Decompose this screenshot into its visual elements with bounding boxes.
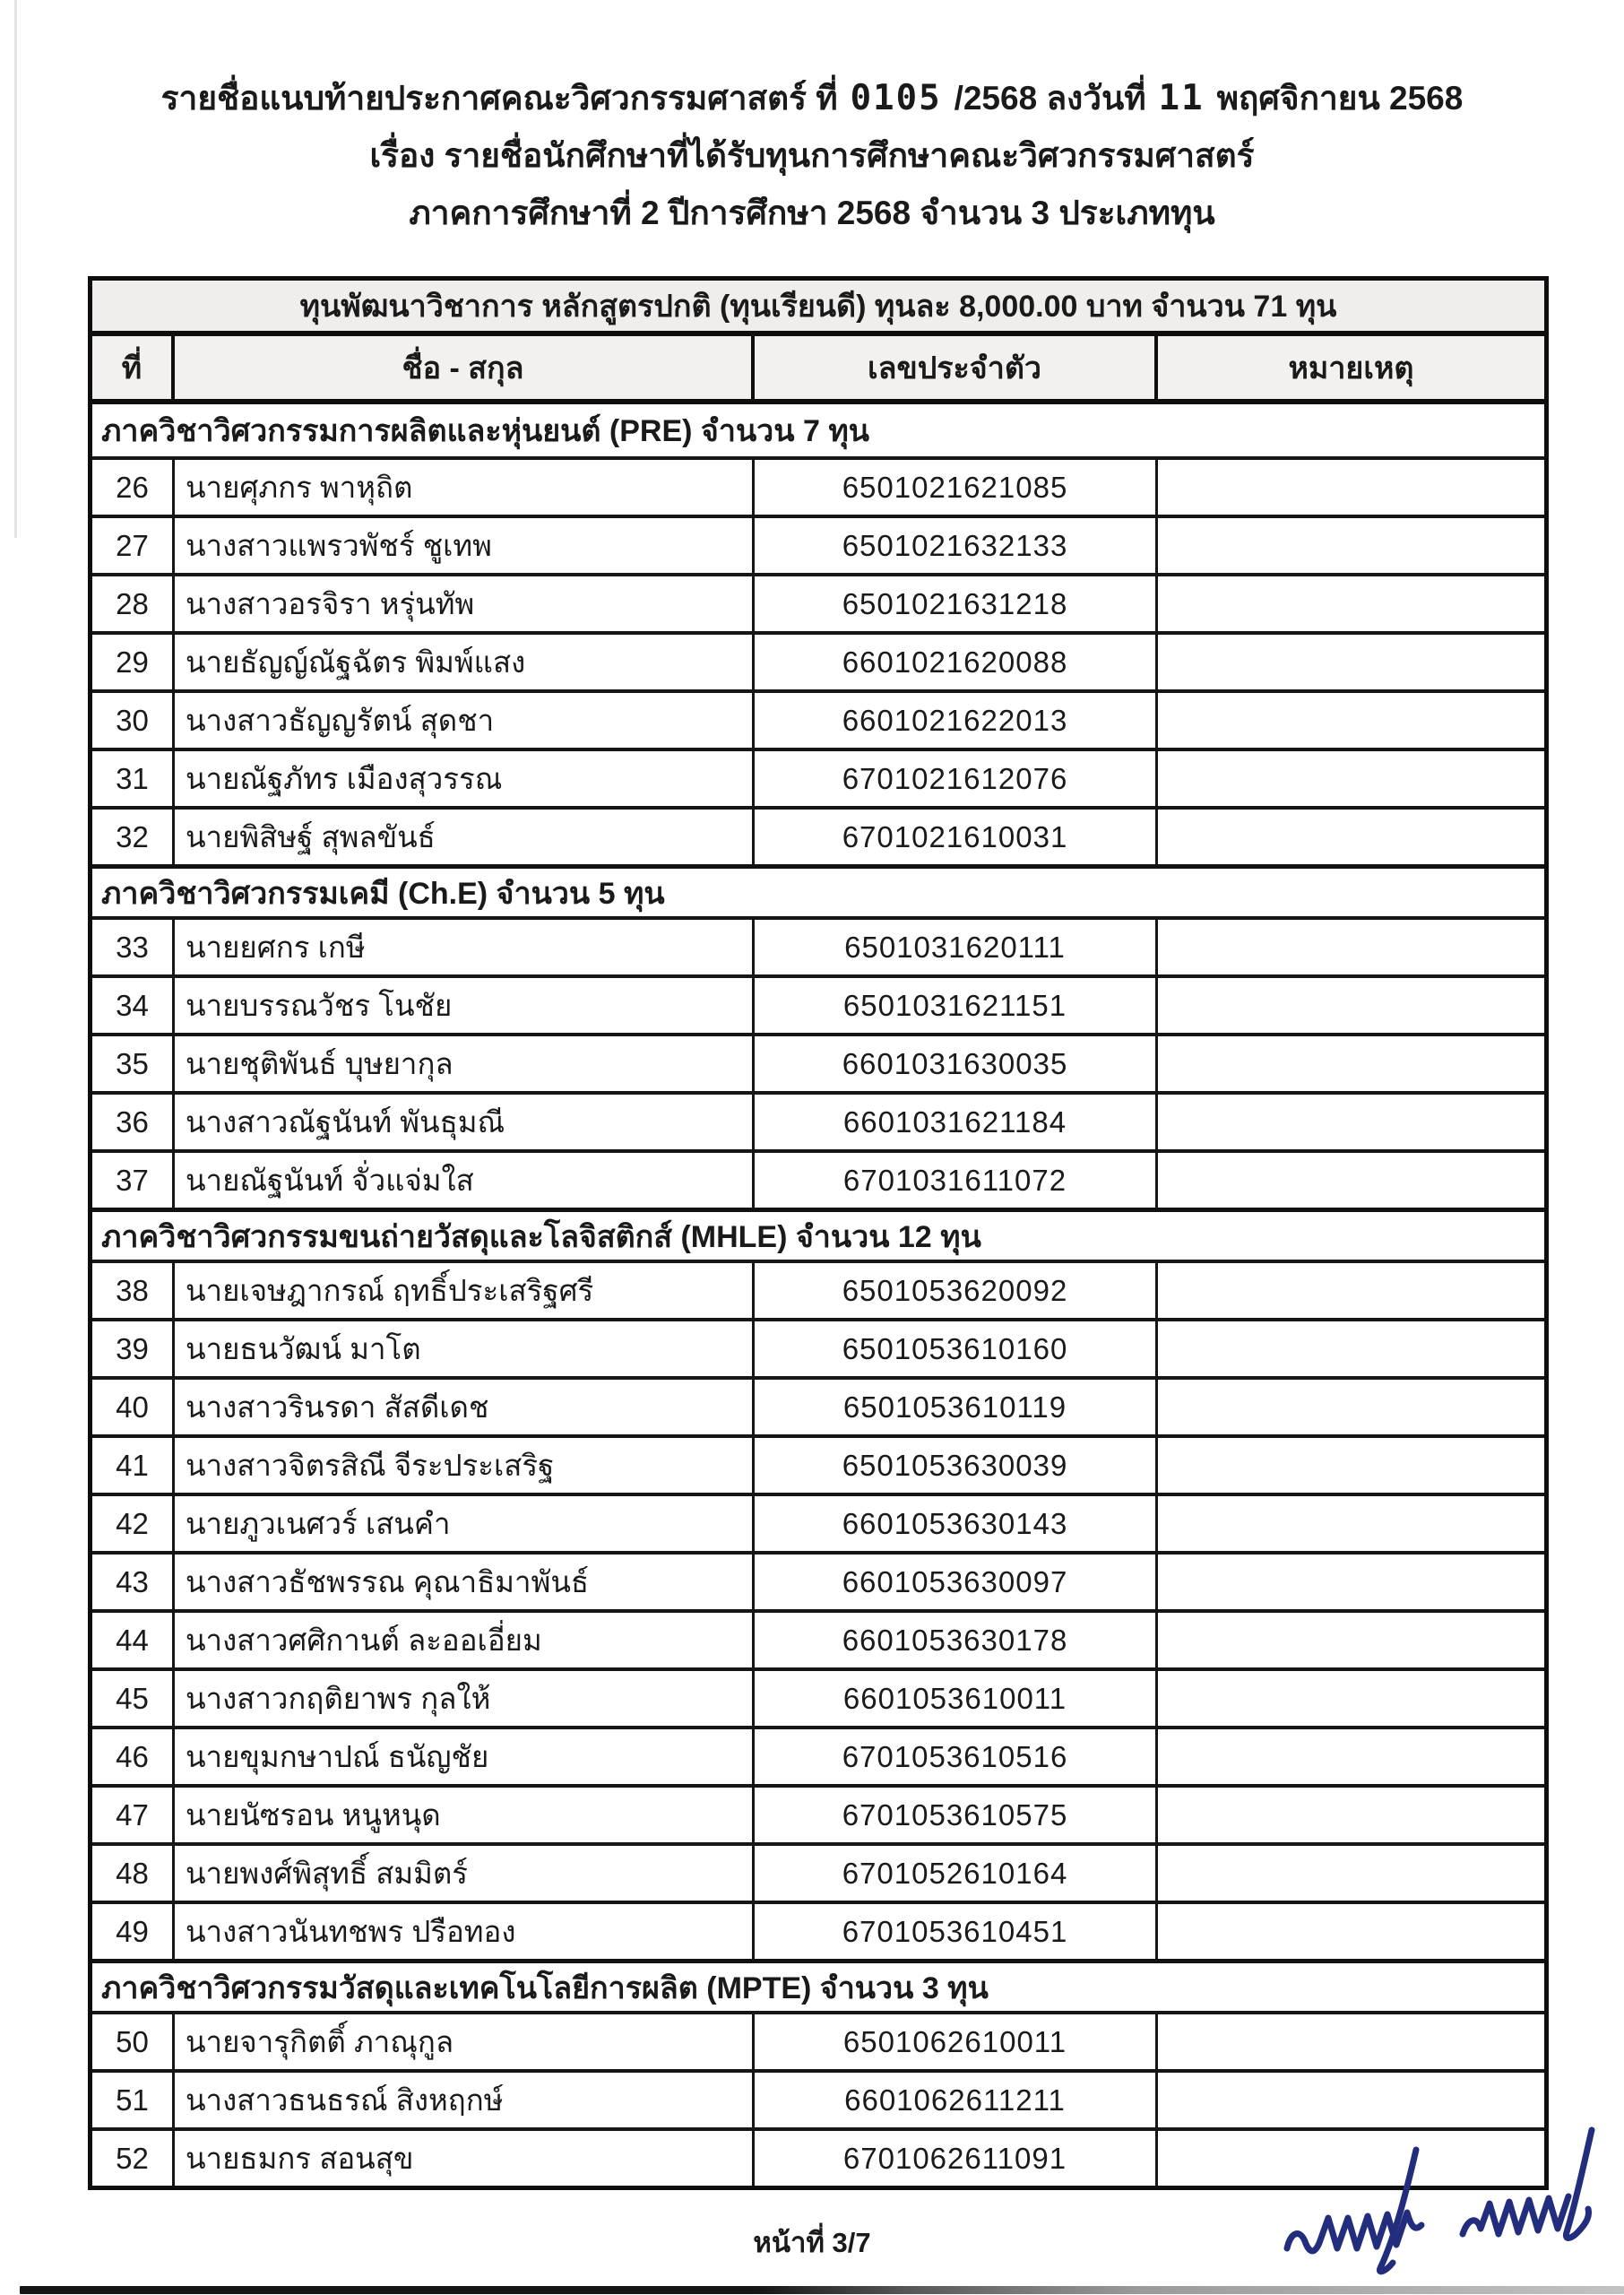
header-line-1-suffix: พฤศจิกายน 2568 — [1216, 80, 1464, 117]
header-line-1-mid: /2568 ลงวันที่ — [954, 80, 1146, 117]
header-line-1 — [0, 70, 1624, 127]
row-id: 6601021620088 — [755, 635, 1158, 689]
table-row — [92, 916, 1544, 974]
row-name: นางสาวแพรวพัชร์ ชูเทพ — [175, 518, 755, 573]
table-banner-title: ทุนพัฒนาวิชาการ หลักสูตรปกติ (ทุนเรียนดี) ทุนละ 8,000.00 บาท จำนวน 71 ทุน — [92, 281, 1544, 336]
row-note — [1158, 1263, 1544, 1318]
row-note — [1158, 1613, 1544, 1667]
row-no: 40 — [92, 1380, 175, 1434]
row-note — [1158, 1036, 1544, 1091]
row-name: นายจารุกิตติ์ ภาณุกูล — [175, 2014, 755, 2069]
table-row — [92, 573, 1544, 631]
table-row — [92, 515, 1544, 573]
row-note — [1158, 1321, 1544, 1376]
table-row — [92, 1376, 1544, 1434]
row-name: นายพิสิษฐ์ สุพลขันธ์ — [175, 810, 755, 864]
row-name: นายบรรณวัชร โนชัย — [175, 978, 755, 1033]
row-name: นางสาวอรจิรา หรุ่นทัพ — [175, 576, 755, 631]
table-row — [92, 1667, 1544, 1726]
row-id: 6601053630097 — [755, 1555, 1158, 1609]
row-note — [1158, 1904, 1544, 1959]
row-no: 28 — [92, 576, 175, 631]
table-row — [92, 748, 1544, 806]
table-row — [92, 974, 1544, 1033]
row-name: นายธัญญ์ณัฐฉัตร พิมพ์แสง — [175, 635, 755, 689]
table-row — [92, 1842, 1544, 1901]
col-header-no: ที่ — [92, 336, 175, 399]
row-no: 44 — [92, 1613, 175, 1667]
row-name: นายภูวเนศวร์ เสนคำ — [175, 1496, 755, 1551]
row-name: นายพงศ์พิสุทธิ์ สมมิตร์ — [175, 1846, 755, 1901]
row-id: 6701021612076 — [755, 751, 1158, 806]
row-note — [1158, 1788, 1544, 1842]
row-id: 6501031620111 — [755, 920, 1158, 974]
row-id: 6701053610575 — [755, 1788, 1158, 1842]
table-row — [92, 1260, 1544, 1318]
header-line-2: เรื่อง รายชื่อนักศึกษาที่ได้รับทุนการศึกษาคณะวิศวกรรมศาสตร์ — [369, 137, 1255, 174]
row-no: 30 — [92, 693, 175, 748]
row-id: 6701031611072 — [755, 1153, 1158, 1208]
row-id: 6601021622013 — [755, 693, 1158, 748]
signature-scribble — [1273, 2098, 1624, 2295]
row-name: นายณัฐภัทร เมืองสุวรรณ — [175, 751, 755, 806]
table-sections — [92, 404, 1544, 2186]
row-note — [1158, 1380, 1544, 1434]
row-id: 6501053610160 — [755, 1321, 1158, 1376]
row-note — [1158, 693, 1544, 748]
row-name: นางสาวธัชพรรณ คุณาธิมาพันธ์ — [175, 1555, 755, 1609]
table-row — [92, 1091, 1544, 1149]
row-name: นายธนวัฒน์ มาโต — [175, 1321, 755, 1376]
table-row — [92, 1609, 1544, 1667]
row-id: 6701062611091 — [755, 2131, 1158, 2186]
row-note — [1158, 1729, 1544, 1784]
row-no: 36 — [92, 1095, 175, 1149]
row-name: นายนัซรอน หนูหนุด — [175, 1788, 755, 1842]
row-no: 47 — [92, 1788, 175, 1842]
section-header-row — [92, 1959, 1544, 2011]
row-no: 29 — [92, 635, 175, 689]
header-line-3: ภาคการศึกษาที่ 2 ปีการศึกษา 2568 จำนวน 3 ประเภททุน — [409, 195, 1215, 231]
row-no: 52 — [92, 2131, 175, 2186]
section-header-row — [92, 1208, 1544, 1260]
section-title: ภาควิชาวิศวกรรมเคมี (Ch.E) จำนวน 5 ทุน — [101, 876, 665, 911]
row-name: นางสาวกฤติยาพร กุลให้ — [175, 1671, 755, 1726]
row-no: 34 — [92, 978, 175, 1033]
row-no: 48 — [92, 1846, 175, 1901]
row-no: 35 — [92, 1036, 175, 1091]
row-note — [1158, 576, 1544, 631]
table-row — [92, 1551, 1544, 1609]
row-no: 51 — [92, 2073, 175, 2127]
row-id: 6601031621184 — [755, 1095, 1158, 1149]
row-no: 26 — [92, 460, 175, 515]
row-name: นางสาวรินรดา สัสดีเดช — [175, 1380, 755, 1434]
table-header-row — [92, 336, 1544, 404]
row-no: 43 — [92, 1555, 175, 1609]
row-no: 49 — [92, 1904, 175, 1959]
row-name: นายชุติพันธ์ บุษยากุล — [175, 1036, 755, 1091]
row-id: 6601062611211 — [755, 2073, 1158, 2127]
table-row — [92, 689, 1544, 748]
row-id: 6601053630178 — [755, 1613, 1158, 1667]
row-no: 45 — [92, 1671, 175, 1726]
col-header-note: หมายเหตุ — [1288, 351, 1414, 385]
table-row — [92, 1149, 1544, 1208]
row-id: 6501021621085 — [755, 460, 1158, 515]
table-row — [92, 456, 1544, 515]
table-row — [92, 1434, 1544, 1493]
row-name: นายธมกร สอนสุข — [175, 2131, 755, 2186]
row-note — [1158, 978, 1544, 1033]
section-title: ภาควิชาวิศวกรรมการผลิตและหุ่นยนต์ (PRE) จำนวน 7 ทุน — [101, 414, 869, 448]
scholarship-table — [88, 276, 1549, 2190]
row-no: 50 — [92, 2014, 175, 2069]
row-name: นายศุภกร พาหุถิต — [175, 460, 755, 515]
row-note — [1158, 810, 1544, 864]
row-id: 6601031630035 — [755, 1036, 1158, 1091]
row-name: นายยศกร เกษี — [175, 920, 755, 974]
row-id: 6501021632133 — [755, 518, 1158, 573]
section-title: ภาควิชาวิศวกรรมขนถ่ายวัสดุและโลจิสติกส์ (MHLE) จำนวน 12 ทุน — [101, 1219, 981, 1254]
table-row — [92, 1033, 1544, 1091]
row-id: 6701021610031 — [755, 810, 1158, 864]
row-no: 37 — [92, 1153, 175, 1208]
row-no: 42 — [92, 1496, 175, 1551]
row-id: 6501053610119 — [755, 1380, 1158, 1434]
row-name: นายเจษฎากรณ์ ฤทธิ์ประเสริฐศรี — [175, 1263, 755, 1318]
section-title: ภาควิชาวิศวกรรมวัสดุและเทคโนโลยีการผลิต (MPTE) จำนวน 3 ทุน — [101, 1970, 989, 2005]
row-no: 32 — [92, 810, 175, 864]
row-no: 31 — [92, 751, 175, 806]
row-name: นางสาวศศิกานต์ ละออเอี่ยม — [175, 1613, 755, 1667]
row-note — [1158, 1095, 1544, 1149]
section-header-row — [92, 864, 1544, 916]
row-note — [1158, 751, 1544, 806]
row-note — [1158, 1846, 1544, 1901]
row-note — [1158, 460, 1544, 515]
table-row — [92, 1493, 1544, 1551]
row-id: 6701053610516 — [755, 1729, 1158, 1784]
row-no: 39 — [92, 1321, 175, 1376]
table-row — [92, 1784, 1544, 1842]
row-note — [1158, 920, 1544, 974]
row-id: 6701052610164 — [755, 1846, 1158, 1901]
row-id: 6501021631218 — [755, 576, 1158, 631]
row-id: 6701053610451 — [755, 1904, 1158, 1959]
row-name: นายณัฐนันท์ จั่วแจ่มใส — [175, 1153, 755, 1208]
table-row — [92, 806, 1544, 864]
row-note — [1158, 1555, 1544, 1609]
row-id: 6601053630143 — [755, 1496, 1158, 1551]
row-no: 33 — [92, 920, 175, 974]
row-note — [1158, 635, 1544, 689]
row-no: 41 — [92, 1438, 175, 1493]
row-id: 6501062610011 — [755, 2014, 1158, 2069]
row-name: นายขุมกษาปณ์ ธนัญชัย — [175, 1729, 755, 1784]
row-note — [1158, 1496, 1544, 1551]
table-row — [92, 1901, 1544, 1959]
table-row — [92, 1726, 1544, 1784]
row-no: 38 — [92, 1263, 175, 1318]
row-name: นางสาวณัฐนันท์ พันธุมณี — [175, 1095, 755, 1149]
section-header-row — [92, 404, 1544, 456]
doc-header — [0, 70, 1624, 242]
row-note — [1158, 1153, 1544, 1208]
row-name: นางสาวธนธรณ์ สิงหฤกษ์ — [175, 2073, 755, 2127]
row-note — [1158, 2014, 1544, 2069]
row-id: 6501053620092 — [755, 1263, 1158, 1318]
table-row — [92, 2011, 1544, 2069]
row-name: นางสาวนันทชพร ปรือทอง — [175, 1904, 755, 1959]
col-header-id: เลขประจำตัว — [755, 336, 1158, 399]
row-note — [1158, 518, 1544, 573]
row-note — [1158, 1438, 1544, 1493]
row-name: นางสาวธัญญรัตน์ สุดชา — [175, 693, 755, 748]
row-id: 6601053610011 — [755, 1671, 1158, 1726]
header-doc-number: 0105 — [850, 78, 942, 118]
table-row — [92, 1318, 1544, 1376]
col-header-name: ชื่อ - สกุล — [175, 336, 755, 399]
row-id: 6501031621151 — [755, 978, 1158, 1033]
header-line-1-prefix: รายชื่อแนบท้ายประกาศคณะวิศวกรรมศาสตร์ ที่ — [160, 80, 838, 117]
row-note — [1158, 1671, 1544, 1726]
page-number: หน้าที่ 3/7 — [753, 2227, 871, 2258]
table-row — [92, 631, 1544, 689]
scan-artifact-bar — [20, 2286, 1624, 2294]
row-no: 27 — [92, 518, 175, 573]
row-id: 6501053630039 — [755, 1438, 1158, 1493]
row-name: นางสาวจิตรสิณี จีระประเสริฐ — [175, 1438, 755, 1493]
header-day-number: 11 — [1158, 78, 1205, 118]
row-no: 46 — [92, 1729, 175, 1784]
